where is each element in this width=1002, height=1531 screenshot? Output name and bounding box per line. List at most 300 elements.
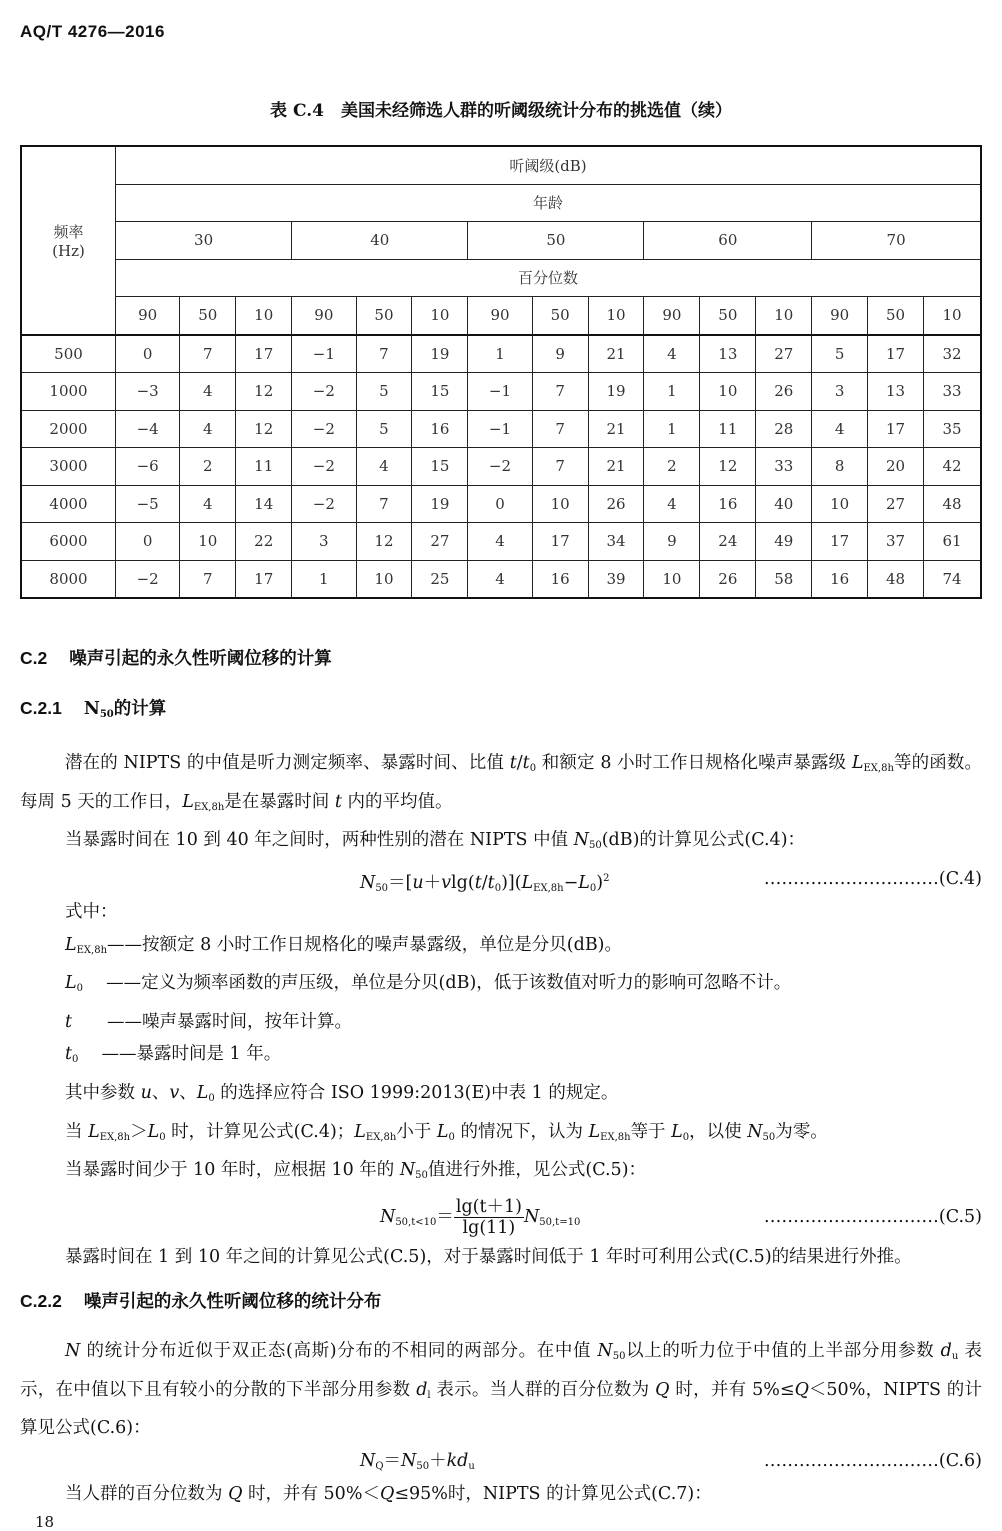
- symbol: N: [83, 698, 100, 719]
- value-cell: 0: [116, 335, 180, 373]
- value-cell: 16: [412, 410, 468, 448]
- formula: [20, 863, 982, 896]
- symbol: L: [588, 1121, 601, 1142]
- value-cell: 19: [412, 485, 468, 523]
- text-run: 其中参数: [65, 1082, 141, 1103]
- paragraph: [20, 747, 982, 824]
- percentile-cell: 10: [236, 297, 292, 335]
- symbol: L: [671, 1121, 683, 1142]
- symbol: L: [354, 1121, 366, 1142]
- value-cell: 9: [532, 335, 588, 373]
- value-cell: 7: [356, 485, 412, 523]
- value-cell: 74: [924, 560, 982, 598]
- value-cell: 10: [180, 523, 236, 561]
- text-run: ——噪声暴露时间，按年计算。: [72, 1011, 353, 1032]
- math-symbol: [475, 873, 482, 893]
- value-cell: 61: [924, 523, 982, 561]
- value-cell: 11: [236, 448, 292, 486]
- section-number: C.2: [20, 648, 48, 668]
- value-cell: 39: [588, 560, 644, 598]
- value-cell: 34: [588, 523, 644, 561]
- subscript: 50: [612, 1350, 626, 1362]
- frequency-cell: 2000: [21, 410, 116, 448]
- paragraph: [20, 1478, 982, 1511]
- symbol: t: [65, 1044, 73, 1065]
- equation-label: …………………………(C.6): [763, 1450, 982, 1471]
- value-cell: 12: [356, 523, 412, 561]
- value-cell: 7: [180, 560, 236, 598]
- symbol: N: [747, 1121, 763, 1142]
- symbol: L: [88, 1121, 100, 1142]
- value-cell: 22: [236, 523, 292, 561]
- value-cell: 10: [812, 485, 868, 523]
- math-symbol: [671, 1122, 689, 1142]
- subscript: 50: [415, 1170, 428, 1182]
- math-symbol: [65, 973, 83, 993]
- value-cell: −1: [292, 335, 356, 373]
- text-run: 的统计分布近似于双正态(高斯)分布的不相同的两部分。在中值: [80, 1340, 598, 1361]
- math-symbol: [141, 1083, 152, 1103]
- subscript: EX,8h: [533, 882, 564, 894]
- text-run: ＞: [130, 1121, 148, 1142]
- text-run: /: [516, 753, 523, 774]
- age-header-cell: 40: [292, 222, 468, 260]
- value-cell: 16: [532, 560, 588, 598]
- formula-expression: $N_{50,t<10}=$ $\frac{\lg(t+1)}{\lg(11)}$ $N_{50,t=10}$: [380, 1196, 581, 1238]
- text-run: 、: [179, 1082, 197, 1103]
- value-cell: 1: [292, 560, 356, 598]
- value-cell: −2: [116, 560, 180, 598]
- math-symbol: [852, 753, 894, 773]
- math-symbol: [335, 792, 342, 812]
- subscript: 50: [588, 840, 602, 852]
- hearing-threshold-table: [20, 145, 982, 599]
- symbol: N: [573, 830, 589, 851]
- table-row: [21, 485, 981, 523]
- subscript: EX,8h: [863, 763, 894, 775]
- value-cell: 17: [812, 523, 868, 561]
- symbol: k: [446, 1450, 458, 1471]
- subscript: EX,8h: [76, 944, 108, 956]
- value-cell: 58: [756, 560, 812, 598]
- value-cell: −1: [468, 410, 532, 448]
- value-cell: 49: [756, 523, 812, 561]
- age-header-cell: 30: [116, 222, 292, 260]
- text-run: ＋: [423, 872, 442, 893]
- value-cell: 27: [756, 335, 812, 373]
- subscript: EX,8h: [193, 801, 225, 813]
- value-cell: 1: [644, 373, 700, 411]
- value-cell: 19: [588, 373, 644, 411]
- value-cell: 21: [588, 410, 644, 448]
- subscript: 0: [682, 1131, 690, 1143]
- symbol: v: [441, 872, 452, 893]
- subscript: EX,8h: [600, 1131, 631, 1143]
- table-title: 表 C.4 美国未经筛选人群的听阈级统计分布的挑选值（续）: [270, 101, 732, 121]
- symbol: Q: [794, 1379, 809, 1400]
- value-cell: 26: [756, 373, 812, 411]
- value-cell: 4: [356, 448, 412, 486]
- symbol: L: [147, 1121, 160, 1142]
- value-cell: 27: [412, 523, 468, 561]
- value-cell: 17: [532, 523, 588, 561]
- text-run: 是在暴露时间: [224, 791, 335, 812]
- symbol: L: [851, 753, 864, 774]
- value-cell: 15: [412, 448, 468, 486]
- symbol: d: [940, 1340, 952, 1361]
- subscript: 0: [208, 1092, 215, 1104]
- value-cell: 11: [700, 410, 756, 448]
- percentile-cell: 10: [412, 297, 468, 335]
- value-cell: 48: [868, 560, 924, 598]
- subscript: 50,t=10: [539, 1216, 581, 1228]
- percentile-cell: 10: [756, 297, 812, 335]
- math-symbol: [457, 1451, 475, 1471]
- value-cell: 40: [756, 485, 812, 523]
- fraction-denominator: lg(11): [462, 1217, 516, 1238]
- text-run: 时，并有 50%＜: [242, 1483, 380, 1504]
- value-cell: −2: [468, 448, 532, 486]
- value-cell: 16: [812, 560, 868, 598]
- value-cell: 13: [700, 335, 756, 373]
- text-run: 为零。: [775, 1121, 828, 1142]
- value-cell: 7: [356, 335, 412, 373]
- text-run: ＝[: [388, 872, 413, 893]
- symbol: N: [399, 1160, 416, 1181]
- text-run: ＝: [383, 1450, 402, 1471]
- value-cell: 33: [924, 373, 982, 411]
- math-symbol: [488, 873, 501, 893]
- text-run: 的情况下，认为: [454, 1121, 589, 1142]
- subscript: 0: [72, 1054, 79, 1066]
- math-symbol: [197, 1083, 215, 1103]
- value-cell: 28: [756, 410, 812, 448]
- math-symbol: [524, 1207, 580, 1227]
- value-cell: 14: [236, 485, 292, 523]
- text-run: ——暴露时间是 1 年。: [78, 1044, 282, 1065]
- percentile-cell: 50: [180, 297, 236, 335]
- subscript: u: [951, 1350, 959, 1362]
- symbol: L: [65, 973, 77, 994]
- subscript: 50: [375, 882, 389, 894]
- formula-expression: [360, 1445, 475, 1484]
- value-cell: 27: [868, 485, 924, 523]
- value-cell: 3: [812, 373, 868, 411]
- table-row: [21, 448, 981, 486]
- age-header-cell: 60: [644, 222, 812, 260]
- value-cell: 4: [468, 560, 532, 598]
- subscript: l: [427, 1389, 431, 1401]
- symbol: d: [457, 1450, 469, 1471]
- subscript: 0: [589, 882, 597, 894]
- formula: [20, 1445, 982, 1478]
- value-cell: 0: [116, 523, 180, 561]
- paragraph: [20, 1006, 982, 1039]
- math-symbol: [655, 1380, 669, 1400]
- value-cell: 10: [532, 485, 588, 523]
- text-run: 小于: [396, 1121, 437, 1142]
- text-run: ≤95%时，NIPTS 的计算见公式(C.7)：: [394, 1483, 712, 1504]
- value-cell: 2: [180, 448, 236, 486]
- value-cell: −5: [116, 485, 180, 523]
- math-symbol: [589, 1122, 631, 1142]
- value-cell: 4: [180, 410, 236, 448]
- value-cell: 4: [644, 485, 700, 523]
- value-cell: 4: [812, 410, 868, 448]
- text-run: ——按额定 8 小时工作日规格化的噪声暴露级，单位是分贝(dB)。: [107, 934, 623, 955]
- percentile-cell: 50: [532, 297, 588, 335]
- paragraph: [20, 1038, 982, 1077]
- math-symbol: [65, 1012, 72, 1032]
- text-run: 潜在的 NIPTS 的中值是听力测定频率、暴露时间、比值: [65, 753, 510, 774]
- percentile-cell: 50: [356, 297, 412, 335]
- symbol: t: [509, 753, 517, 774]
- equation-label: …………………………(C.4): [763, 868, 982, 889]
- percentile-cell: 50: [700, 297, 756, 335]
- value-cell: 10: [644, 560, 700, 598]
- formula-expression: [360, 863, 609, 905]
- value-cell: 3: [292, 523, 356, 561]
- subscript: u: [468, 1460, 475, 1472]
- value-cell: −4: [116, 410, 180, 448]
- paragraph: [20, 1241, 982, 1274]
- math-symbol: [354, 1122, 396, 1142]
- section-number: C.2.1: [20, 697, 62, 718]
- math-symbol: [578, 873, 596, 893]
- math-symbol: [441, 873, 451, 893]
- symbol: L: [521, 872, 534, 893]
- value-cell: −1: [468, 373, 532, 411]
- subscript: 50,t<10: [395, 1216, 437, 1228]
- math-symbol: [360, 1451, 384, 1471]
- text-run: 当: [65, 1121, 89, 1142]
- text-run: 值进行外推，见公式(C.5)：: [427, 1160, 647, 1181]
- value-cell: 48: [924, 485, 982, 523]
- math-symbol: [360, 873, 388, 893]
- percentile-cell: 90: [812, 297, 868, 335]
- value-cell: 37: [868, 523, 924, 561]
- text-run: 的计算: [113, 698, 167, 719]
- math-symbol: [401, 1451, 429, 1471]
- math-symbol: [747, 1122, 775, 1142]
- symbol: L: [182, 791, 194, 812]
- math-symbol: [523, 753, 536, 773]
- subscript: 0: [76, 983, 83, 995]
- percentile-cell: 10: [588, 297, 644, 335]
- math-symbol: [412, 873, 423, 893]
- math-symbol: [574, 830, 602, 850]
- value-cell: 5: [812, 335, 868, 373]
- value-cell: 9: [644, 523, 700, 561]
- math-symbol: [65, 1341, 80, 1361]
- value-cell: −2: [292, 410, 356, 448]
- text-run: 等的函数。每周 5 天的工作日，: [20, 753, 983, 812]
- text-run: 当人群的百分位数为: [65, 1483, 229, 1504]
- value-cell: 21: [588, 335, 644, 373]
- symbol: N: [360, 872, 376, 893]
- symbol: L: [65, 934, 77, 955]
- freq-unit: (Hz): [52, 241, 85, 260]
- frequency-cell: 3000: [21, 448, 116, 486]
- text-run: 、: [151, 1082, 170, 1103]
- subscript: 50: [416, 1460, 430, 1472]
- freq-label: 频率: [53, 222, 84, 241]
- symbol: u: [140, 1082, 152, 1103]
- symbol: v: [169, 1082, 180, 1103]
- percentile-cell: 90: [292, 297, 356, 335]
- text-run: 和额定 8 小时工作日规格化噪声暴露级: [536, 753, 852, 774]
- symbol: Q: [655, 1379, 670, 1400]
- text-run: 以上的听力位于中值的上半部分用参数: [625, 1340, 941, 1361]
- value-cell: 7: [532, 410, 588, 448]
- fraction-numerator: lg(t＋1): [455, 1196, 522, 1217]
- math-symbol: [380, 1207, 436, 1227]
- table-row: [21, 410, 981, 448]
- value-cell: 15: [412, 373, 468, 411]
- text-run: 时，计算见公式(C.4)；: [165, 1121, 355, 1142]
- hearing-level-header: 听阈级(dB): [116, 146, 982, 184]
- paragraph: [20, 824, 982, 863]
- section-heading: [20, 642, 982, 676]
- subscript: 0: [494, 882, 502, 894]
- symbol: d: [416, 1379, 428, 1400]
- symbol: t: [487, 872, 495, 893]
- value-cell: 12: [236, 373, 292, 411]
- table-row: [21, 335, 981, 373]
- age-header: 年龄: [116, 184, 982, 222]
- value-cell: 7: [180, 335, 236, 373]
- symbol: L: [196, 1082, 209, 1103]
- value-cell: 33: [756, 448, 812, 486]
- value-cell: 7: [532, 373, 588, 411]
- subscript: Q: [375, 1460, 384, 1472]
- math-symbol: [169, 1083, 179, 1103]
- value-cell: 24: [700, 523, 756, 561]
- symbol: N: [523, 1206, 540, 1227]
- value-cell: 13: [868, 373, 924, 411]
- value-cell: 0: [468, 485, 532, 523]
- text-run: /: [481, 872, 488, 893]
- percentile-header: 百分位数: [116, 259, 982, 297]
- text-run: −: [563, 872, 579, 893]
- math-symbol: [84, 699, 114, 719]
- symbol: t: [522, 753, 530, 774]
- text-run: ——定义为频率函数的声压级，单位是分贝(dB)，低于该数值对听力的影响可忽略不计。: [83, 973, 792, 994]
- value-cell: −3: [116, 373, 180, 411]
- paragraph: [20, 1335, 982, 1445]
- text-run: ): [596, 872, 604, 893]
- subscript: EX,8h: [365, 1131, 397, 1143]
- text-run: 式中：: [65, 901, 118, 922]
- value-cell: 35: [924, 410, 982, 448]
- subscript: 0: [448, 1131, 455, 1143]
- table-row: [21, 523, 981, 561]
- section-heading: [20, 692, 982, 732]
- math-symbol: [941, 1341, 959, 1361]
- body-text: [20, 630, 982, 1510]
- subscript: EX,8h: [99, 1131, 131, 1143]
- value-cell: 21: [588, 448, 644, 486]
- percentile-cell: 50: [868, 297, 924, 335]
- value-cell: 42: [924, 448, 982, 486]
- value-cell: 12: [236, 410, 292, 448]
- frequency-cell: 6000: [21, 523, 116, 561]
- math-symbol: [597, 1341, 625, 1361]
- value-cell: 4: [644, 335, 700, 373]
- age-header-cell: 50: [468, 222, 644, 260]
- text-run: lg(: [451, 872, 475, 893]
- section-heading: [20, 1285, 982, 1319]
- text-run: 时，并有 5%≤: [669, 1379, 795, 1400]
- value-cell: 10: [700, 373, 756, 411]
- subscript: 50: [762, 1131, 776, 1143]
- text-run: 表示，在中值以下且有较小的分散的下半部分用参数: [20, 1340, 982, 1400]
- value-cell: 16: [700, 485, 756, 523]
- value-cell: 19: [412, 335, 468, 373]
- equation-label: …………………………(C.5): [763, 1206, 982, 1227]
- symbol: N: [401, 1450, 417, 1471]
- value-cell: 20: [868, 448, 924, 486]
- value-cell: 17: [236, 335, 292, 373]
- math-symbol: [88, 1122, 130, 1142]
- paragraph: [20, 929, 982, 968]
- frequency-cell: 1000: [21, 373, 116, 411]
- subscript: 0: [159, 1131, 166, 1143]
- math-symbol: [148, 1122, 166, 1142]
- value-cell: 5: [356, 410, 412, 448]
- symbol: L: [436, 1121, 449, 1142]
- value-cell: 10: [356, 560, 412, 598]
- percentile-cell: 90: [644, 297, 700, 335]
- symbol: N: [360, 1450, 376, 1471]
- text-run: ，以使: [689, 1121, 748, 1142]
- text-run: ＜50%，NIPTS 的计算见公式(C.6)：: [20, 1379, 983, 1439]
- text-run: 的选择应符合 ISO 1999:2013(E)中表 1 的规定。: [214, 1082, 619, 1103]
- value-cell: 1: [468, 335, 532, 373]
- percentile-cell: 90: [116, 297, 180, 335]
- percentile-cell: 90: [468, 297, 532, 335]
- value-cell: 17: [868, 410, 924, 448]
- symbol: t: [334, 791, 342, 812]
- value-cell: 5: [356, 373, 412, 411]
- math-symbol: [182, 792, 224, 812]
- table-row: [21, 560, 981, 598]
- fraction: [454, 1197, 524, 1238]
- math-symbol: [416, 1380, 430, 1400]
- text-run: )](: [501, 872, 522, 893]
- value-cell: 4: [468, 523, 532, 561]
- formula: [20, 1193, 982, 1241]
- symbol: N: [597, 1340, 613, 1361]
- percentile-cell: 10: [924, 297, 982, 335]
- value-cell: 8: [812, 448, 868, 486]
- age-header-cell: 70: [812, 222, 981, 260]
- symbol: t: [65, 1011, 73, 1032]
- math-symbol: [228, 1484, 242, 1504]
- math-symbol: [795, 1380, 809, 1400]
- value-cell: −2: [292, 485, 356, 523]
- text-run: 当暴露时间少于 10 年时，应根据 10 年的: [65, 1160, 400, 1181]
- frequency-cell: 4000: [21, 485, 116, 523]
- value-cell: 32: [924, 335, 982, 373]
- value-cell: −6: [116, 448, 180, 486]
- value-cell: 17: [236, 560, 292, 598]
- value-cell: 26: [700, 560, 756, 598]
- symbol: L: [578, 872, 590, 893]
- symbol: u: [412, 872, 424, 893]
- symbol: N: [65, 1340, 81, 1361]
- value-cell: 25: [412, 560, 468, 598]
